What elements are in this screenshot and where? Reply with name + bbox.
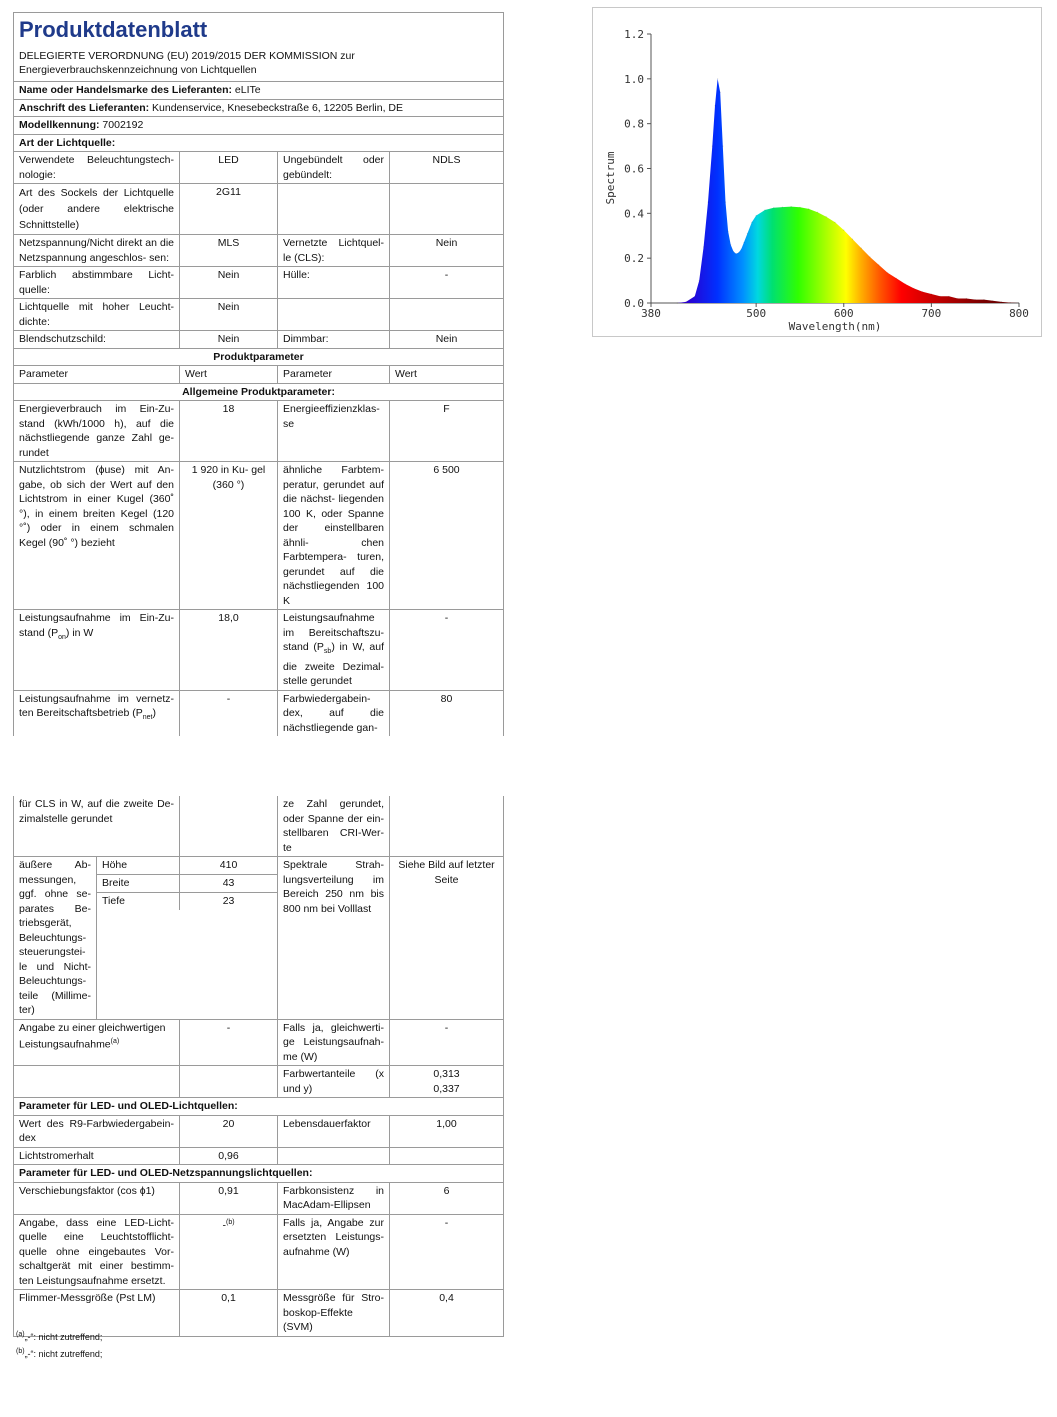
spectrum-point — [782, 207, 783, 208]
spectrum-point — [931, 293, 932, 294]
footnote-a: $^{(a)}$„-“: nicht zutreffend; — [16, 1331, 103, 1342]
table-row — [97, 893, 277, 911]
spectrum-svg — [593, 8, 1041, 336]
flux-value: 1 920 in Ku- gel (360 °) — [180, 462, 278, 610]
x-tick-label: 600 — [833, 307, 854, 320]
spectrum-point — [707, 202, 708, 203]
flux-label: Nutzlichtstrom (ɸuse) mit An- gabe, ob sich der Wert auf den Lichtstrom in einer Kugel (360˚ °), in einem breiten Kegel (120 °˚) oder in einem schmalen Kegel (90˚ °) bezieht — [14, 462, 180, 610]
chroma-label: Farbwertanteile (x und y) — [278, 1066, 390, 1098]
life-label: Lebensdauerfaktor — [278, 1115, 390, 1147]
empty-cell — [180, 796, 278, 857]
spectrum-point — [738, 252, 739, 253]
spectrum-point — [773, 207, 774, 208]
consist-label: Farbkonsistenz in MacAdam-Ellipsen — [278, 1182, 390, 1214]
psb-value: - — [390, 610, 504, 691]
dimmable-label: Dimmbar: — [278, 331, 390, 349]
empty-cell — [14, 1066, 180, 1098]
datasheet-table-page2 — [13, 796, 504, 1337]
spectrum-point — [957, 298, 958, 299]
spectrum-point — [685, 301, 686, 302]
spectrum-point — [852, 239, 853, 240]
x-tick-label: 500 — [746, 307, 767, 320]
antiglare-value: Nein — [180, 331, 278, 349]
bundled-label: Ungebündelt oder gebündelt: — [278, 152, 390, 184]
equiv2-value: - — [390, 1019, 504, 1066]
spectrum-point — [677, 302, 678, 303]
socket-label: Art des Sockels der Lichtquelle (oder andere elektrische Schnittstelle) — [14, 184, 180, 235]
maint-label: Lichtstromerhalt — [14, 1147, 180, 1165]
antiglare-label: Blendschutzschild: — [14, 331, 180, 349]
empty-cell — [390, 299, 504, 331]
chroma-value — [390, 1066, 504, 1098]
spectrum-point — [714, 105, 715, 106]
cct-label: ähnliche Farbtem- peratur, gerundet auf die nächst- liegenden 100 K, oder Spanne der einstellbaren ähnli- chen Farbtempera- turen, gerundet auf die nächstliegenden 100 K — [278, 462, 390, 610]
spectrum-chart — [592, 7, 1042, 337]
address-value: Kundenservice, Knesebeckstraße 6, 12205 Berlin, DE — [152, 101, 404, 114]
y-tick-label: 0.2 — [624, 252, 644, 266]
spectrum-point — [905, 283, 906, 284]
highlum-value: Nein — [180, 299, 278, 331]
spectrum-point — [808, 208, 809, 209]
disp-value: 0,91 — [180, 1182, 278, 1214]
spectrum-point — [799, 207, 800, 208]
maint-value: 0,96 — [180, 1147, 278, 1165]
spd-label: Spektrale Strah- lungsverteilung im Bereich 250 nm bis 800 nm bei Volllast — [278, 857, 390, 1020]
dims-table — [97, 857, 277, 910]
dim-label: Breite — [97, 875, 180, 893]
spectrum-point — [834, 222, 835, 223]
strobo-value: 0,4 — [390, 1290, 504, 1337]
table-row — [97, 857, 277, 875]
y-tick-label: 0.4 — [624, 207, 644, 221]
regulation-text: DELEGIERTE VERORDNUNG (EU) 2019/2015 DER KOMMISSION zur Energieverbrauchskennzeichnung von Lichtquellen — [19, 50, 355, 76]
type-section-heading: Art der Lichtquelle: — [14, 134, 504, 152]
spectrum-point — [730, 244, 731, 245]
spectrum-point — [699, 280, 700, 281]
equiv-label: Angabe zu einer gleichwertigen Leistungsaufnahme$^{(a)}$ — [14, 1019, 180, 1066]
spectrum-point — [728, 231, 729, 232]
dim-value: 410 — [180, 857, 277, 875]
page-title: Produktdatenblatt — [19, 17, 208, 42]
empty-cell — [278, 184, 390, 235]
cls-value: Nein — [390, 235, 504, 267]
tunable-label: Farblich abstimmbare Licht- quelle: — [14, 267, 180, 299]
energy-label: Energieverbrauch im Ein-Zu- stand (kWh/1000 h), auf die nächstliegende ganze Zahl ge- rundet — [14, 401, 180, 462]
envelope-label: Hülle: — [278, 267, 390, 299]
spectrum-point — [1001, 301, 1002, 302]
brand-label: Name oder Handelsmarke des Lieferanten: — [19, 84, 232, 96]
spectrum-point — [764, 209, 765, 210]
highlum-label: Lichtquelle mit hoher Leucht- dichte: — [14, 299, 180, 331]
spectrum-point — [948, 296, 949, 297]
eclass-value: F — [390, 401, 504, 462]
spectrum-point — [940, 296, 941, 297]
dim-label: Höhe — [97, 857, 180, 875]
col-header-param: Parameter — [14, 366, 180, 384]
spectrum-point — [703, 246, 704, 247]
spectrum-point — [791, 206, 792, 207]
pon-value: 18,0 — [180, 610, 278, 691]
x-tick-label: 800 — [1009, 307, 1029, 320]
cri-value: 80 — [390, 690, 504, 736]
spectrum-point — [747, 233, 748, 234]
spectrum-point — [722, 146, 723, 147]
spectrum-point — [741, 249, 742, 250]
r9-label: Wert des R9-Farbwiedergabein- dex — [14, 1115, 180, 1147]
empty-cell — [278, 299, 390, 331]
replace-label: Angabe, dass eine LED-Licht- quelle eine Leuchtstofflicht- quelle ohne eingebautes Vor- schaltgerät mit einer bestimm- ten Leistungsaufnahme ersetzt. — [14, 1214, 180, 1290]
brand-value: eLITe — [234, 84, 261, 96]
general-section-heading: Allgemeine Produktparameter: — [14, 383, 504, 401]
empty-cell — [180, 1066, 278, 1098]
brand-row — [14, 82, 504, 100]
address-label: Anschrift des Lieferanten: — [19, 101, 150, 114]
spectrum-point — [975, 299, 976, 300]
strobo-label: Messgröße für Stro- boskop-Effekte (SVM) — [278, 1290, 390, 1337]
spectrum-point — [966, 298, 967, 299]
chroma-x: 0,313 — [433, 1068, 460, 1080]
spectrum-point — [650, 302, 651, 303]
equiv-value: - — [180, 1019, 278, 1066]
spectrum-point — [717, 78, 718, 79]
spectrum-point — [756, 215, 757, 216]
spectrum-point — [720, 92, 721, 93]
spectrum-point — [922, 291, 923, 292]
tunable-value: Nein — [180, 267, 278, 299]
model-label: Modellkennung: — [19, 119, 100, 131]
spectrum-point — [733, 251, 734, 252]
replace2-value: - — [390, 1214, 504, 1290]
consist-value: 6 — [390, 1182, 504, 1214]
spectrum-point — [861, 248, 862, 249]
pon-label: Leistungsaufnahme im Ein-Zu- stand $(P_{on})$ in W — [14, 610, 180, 691]
spectrum-point — [983, 299, 984, 300]
replace-value: -$^{(b)}$ — [180, 1214, 278, 1290]
pnet-label-continued: für CLS in W, auf die zweite De- zimalstelle gerundet — [14, 796, 180, 857]
disp-label: Verschiebungsfaktor (cos ɸ1) — [14, 1182, 180, 1214]
mains-label: Netzspannung/Nicht direkt an die Netzspannung angeschlos- sen: — [14, 235, 180, 267]
empty-cell — [390, 1147, 504, 1165]
psb-label: Leistungsaufnahme im Bereitschaftszu- stand $(P_{sb})$ in W, auf die zweite Dezimal- stelle gerundet — [278, 610, 390, 691]
y-tick-label: 0.8 — [624, 117, 644, 131]
empty-cell — [390, 184, 504, 235]
cls-label: Vernetzte Lichtquel- le (CLS): — [278, 235, 390, 267]
y-tick-label: 1.0 — [624, 72, 644, 86]
col-header-value: Wert — [180, 366, 278, 384]
x-tick-label: 380 — [641, 307, 661, 320]
model-value: 7002192 — [102, 119, 144, 131]
header-cell — [14, 13, 504, 82]
spectrum-point — [817, 212, 818, 213]
y-tick-label: 0.0 — [624, 297, 644, 310]
flicker-label: Flimmer-Messgröße (Pst LM) — [14, 1290, 180, 1337]
dims-label: äußere Ab- messungen, ggf. ohne se- parates Be- triebsgerät, Beleuchtungs- steuerungstei- le und Nicht- Beleuchtungs- teile (Millime- ter) — [14, 857, 97, 1020]
cri-label-continued: ze Zahl gerundet, oder Spanne der ein- stellbaren CRI-Wer- te — [278, 796, 390, 857]
dim-value: 43 — [180, 875, 277, 893]
y-tick-label: 0.6 — [624, 162, 644, 176]
spectrum-point — [843, 230, 844, 231]
mains-section-heading: Parameter für LED- und OLED-Netzspannungslichtquellen: — [14, 1165, 504, 1183]
spectrum-point — [878, 264, 879, 265]
y-tick-label: 1.2 — [624, 28, 644, 41]
spectrum-point — [1010, 302, 1011, 303]
eclass-label: Energieeffizienzklas- se — [278, 401, 390, 462]
x-axis-label: Wavelength(nm) — [788, 320, 882, 333]
dims-cell — [97, 857, 278, 1020]
tech-label: Verwendete Beleuchtungstech- nologie: — [14, 152, 180, 184]
spectrum-point — [826, 216, 827, 217]
pnet-label: Leistungsaufnahme im vernetz- ten Bereitschaftsbetrieb $(P_{net})$ — [14, 690, 180, 736]
replace2-label: Falls ja, Angabe zur ersetzten Leistungs- aufnahme (W) — [278, 1214, 390, 1290]
spd-value: Siehe Bild auf letzter Seite — [390, 857, 504, 1020]
equiv2-label: Falls ja, gleichwerti- ge Leistungsaufnah- me (W) — [278, 1019, 390, 1066]
dimmable-value: Nein — [390, 331, 504, 349]
empty-cell — [390, 796, 504, 857]
bundled-value: NDLS — [390, 152, 504, 184]
spectrum-area — [651, 79, 1019, 303]
table-row — [97, 875, 277, 893]
spectrum-point — [725, 202, 726, 203]
spectrum-point — [743, 242, 744, 243]
chroma-y: 0,337 — [433, 1082, 460, 1095]
r9-value: 20 — [180, 1115, 278, 1147]
spectrum-point — [712, 146, 713, 147]
x-tick-label: 700 — [921, 307, 942, 320]
spectrum-point — [1018, 302, 1019, 303]
life-value: 1,00 — [390, 1115, 504, 1147]
datasheet-table-page1 — [13, 12, 504, 736]
spectrum-point — [896, 278, 897, 279]
led-section-heading: Parameter für LED- und OLED-Lichtquellen: — [14, 1098, 504, 1116]
col-header-value: Wert — [390, 366, 504, 384]
cri-label: Farbwiedergabein- dex, auf die nächstliegende gan- — [278, 690, 390, 736]
spectrum-point — [913, 288, 914, 289]
spectrum-point — [751, 222, 752, 223]
col-header-param: Parameter — [278, 366, 390, 384]
socket-value: 2G11 — [180, 184, 278, 235]
energy-value: 18 — [180, 401, 278, 462]
footnote-b: $^{(b)}$„-“: nicht zutreffend; — [16, 1348, 103, 1359]
dim-label: Tiefe — [102, 895, 125, 907]
spectrum-point — [735, 253, 736, 254]
params-section-heading: Produktparameter — [14, 348, 504, 366]
spectrum-point — [992, 300, 993, 301]
model-row — [14, 117, 504, 135]
address-row — [14, 99, 504, 117]
envelope-value: - — [390, 267, 504, 299]
dim-value: 23 — [180, 893, 277, 911]
spectrum-point — [869, 256, 870, 257]
pnet-value: - — [180, 690, 278, 736]
empty-cell — [278, 1147, 390, 1165]
y-axis-label: Spectrum — [604, 151, 617, 205]
cct-value: 6 500 — [390, 462, 504, 610]
flicker-value: 0,1 — [180, 1290, 278, 1337]
spectrum-point — [694, 296, 695, 297]
tech-value: LED — [180, 152, 278, 184]
mains-value: MLS — [180, 235, 278, 267]
spectrum-point — [887, 272, 888, 273]
